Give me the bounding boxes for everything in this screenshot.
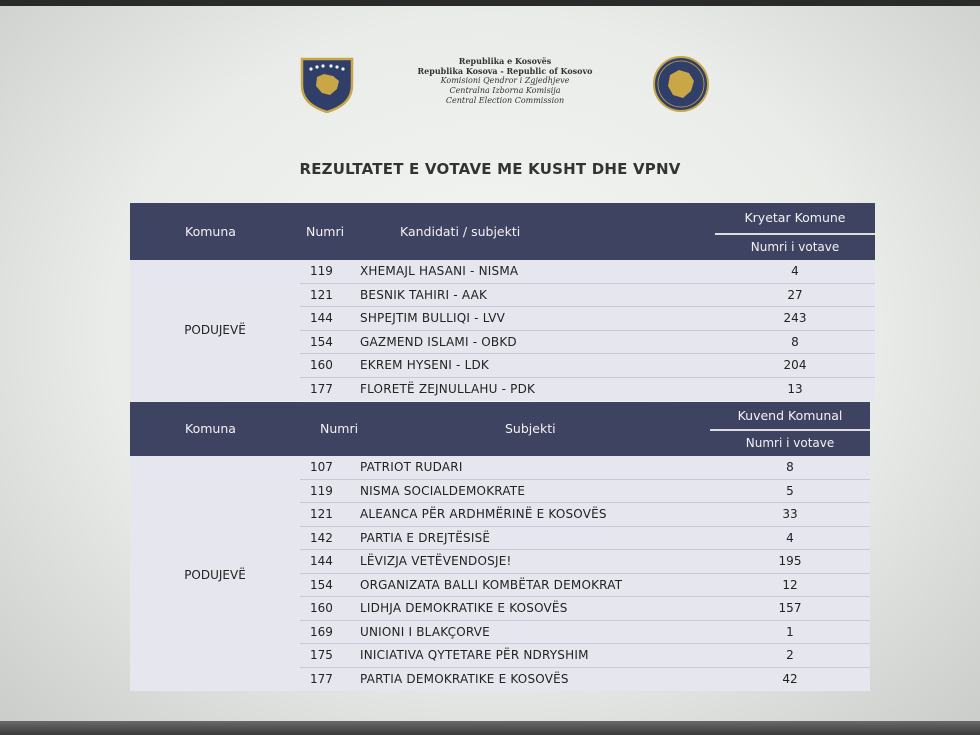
header-line: Komisioni Qendror i Zgjedhjeve — [440, 76, 570, 85]
row-votes: 4 — [791, 264, 799, 278]
row-name: PATRIOT RUDARI — [360, 460, 463, 474]
table-row — [130, 527, 870, 551]
komuna-label: PODUJEVË — [184, 323, 246, 337]
row-number: 177 — [310, 381, 333, 396]
row-number: 121 — [310, 287, 333, 302]
table-row — [130, 307, 875, 331]
row-votes: 13 — [787, 381, 803, 396]
category-header — [710, 402, 870, 456]
row-name: NISMA SOCIALDEMOKRATE — [360, 483, 526, 498]
row-number: 177 — [310, 671, 333, 686]
category-subtitle: Numri i votave — [745, 436, 835, 450]
row-votes: 204 — [783, 358, 807, 372]
row-votes: 42 — [782, 671, 798, 686]
row-votes: 4 — [786, 530, 794, 545]
table-row — [130, 331, 875, 355]
header-line: Republika Kosova - Republic of Kosovo — [417, 66, 593, 76]
row-votes: 12 — [782, 577, 798, 592]
column-numri: Numri — [306, 224, 345, 239]
row-number: 160 — [310, 358, 333, 372]
komuna-label: PODUJEVË — [184, 568, 246, 582]
table-row — [130, 621, 870, 645]
column-numri: Numri — [320, 421, 359, 436]
table-header — [130, 203, 875, 260]
table-body — [130, 456, 870, 691]
table-header — [130, 402, 870, 456]
row-number: 142 — [310, 530, 333, 545]
row-name: PARTIA DEMOKRATIKE E KOSOVËS — [360, 671, 569, 686]
row-name: FLORETË ZEJNULLAHU - PDK — [360, 381, 536, 396]
assembly-results-table — [130, 402, 870, 691]
column-komuna: Komuna — [185, 224, 236, 239]
column-kandidati: Kandidati / subjekti — [400, 224, 521, 239]
row-name: UNIONI I BLAKÇORVE — [360, 624, 490, 639]
document-header — [290, 50, 720, 120]
mayor-results-table — [130, 203, 875, 401]
table-row — [130, 354, 875, 378]
document-title: REZULTATET E VOTAVE ME KUSHT DHE VPNV — [299, 160, 681, 178]
institution-names — [385, 56, 625, 106]
table-row — [130, 456, 870, 480]
row-number: 121 — [310, 507, 333, 521]
row-votes: 2 — [786, 648, 794, 662]
row-name: XHEMAJL HASANI - NISMA — [360, 264, 519, 278]
header-line: Centralna Izborna Komisija — [449, 86, 561, 95]
category-title: Kryetar Komune — [715, 203, 875, 235]
row-name: SHPEJTIM BULLIQI - LVV — [360, 311, 506, 325]
row-name: LËVIZJA VETËVENDOSJE! — [360, 554, 512, 568]
table-row — [130, 480, 870, 504]
column-komuna: Komuna — [185, 421, 236, 436]
row-number: 119 — [310, 264, 333, 278]
row-name: PARTIA E DREJTËSISË — [360, 530, 491, 545]
table-row — [130, 597, 870, 621]
screen-bottom-edge — [0, 721, 980, 735]
row-number: 175 — [310, 648, 333, 662]
row-name: ORGANIZATA BALLI KOMBËTAR DEMOKRAT — [360, 577, 623, 592]
row-votes: 1 — [786, 624, 794, 639]
column-subjekti: Subjekti — [505, 421, 556, 436]
kosovo-coat-of-arms-icon — [300, 55, 354, 113]
row-name: LIDHJA DEMOKRATIKE E KOSOVËS — [360, 601, 568, 615]
table-row — [130, 378, 875, 402]
row-name: GAZMEND ISLAMI - OBKD — [360, 334, 517, 349]
row-name: INICIATIVA QYTETARE PËR NDRYSHIM — [360, 648, 589, 662]
table-row — [130, 503, 870, 527]
category-title: Kuvend Komunal — [710, 402, 870, 431]
table-body — [130, 260, 875, 401]
row-number: 107 — [310, 460, 333, 474]
row-votes: 8 — [786, 460, 794, 474]
cec-logo-icon — [652, 55, 710, 113]
category-header — [715, 203, 875, 260]
row-name: ALEANCA PËR ARDHMËRINË E KOSOVËS — [360, 507, 607, 521]
row-number: 144 — [310, 554, 333, 568]
header-line: Republika e Kosovës — [458, 56, 552, 66]
row-number: 154 — [310, 334, 333, 349]
row-votes: 27 — [787, 287, 803, 302]
header-line: Central Election Commission — [445, 96, 565, 105]
table-row — [130, 668, 870, 692]
table-row — [130, 550, 870, 574]
table-row — [130, 284, 875, 308]
row-votes: 243 — [783, 311, 807, 325]
row-votes: 8 — [791, 334, 799, 349]
row-votes: 33 — [782, 507, 798, 521]
screen-top-edge — [0, 0, 980, 6]
row-name: EKREM HYSENI - LDK — [360, 358, 489, 372]
row-number: 144 — [310, 311, 333, 325]
table-row — [130, 260, 875, 284]
row-number: 160 — [310, 601, 333, 615]
row-votes: 195 — [778, 554, 802, 568]
row-number: 169 — [310, 624, 333, 639]
category-subtitle: Numri i votave — [750, 240, 840, 254]
row-number: 154 — [310, 577, 333, 592]
table-row — [130, 574, 870, 598]
row-number: 119 — [310, 483, 333, 498]
row-votes: 157 — [778, 601, 802, 615]
row-name: BESNIK TAHIRI - AAK — [360, 287, 488, 302]
table-row — [130, 644, 870, 668]
row-votes: 5 — [786, 483, 794, 498]
